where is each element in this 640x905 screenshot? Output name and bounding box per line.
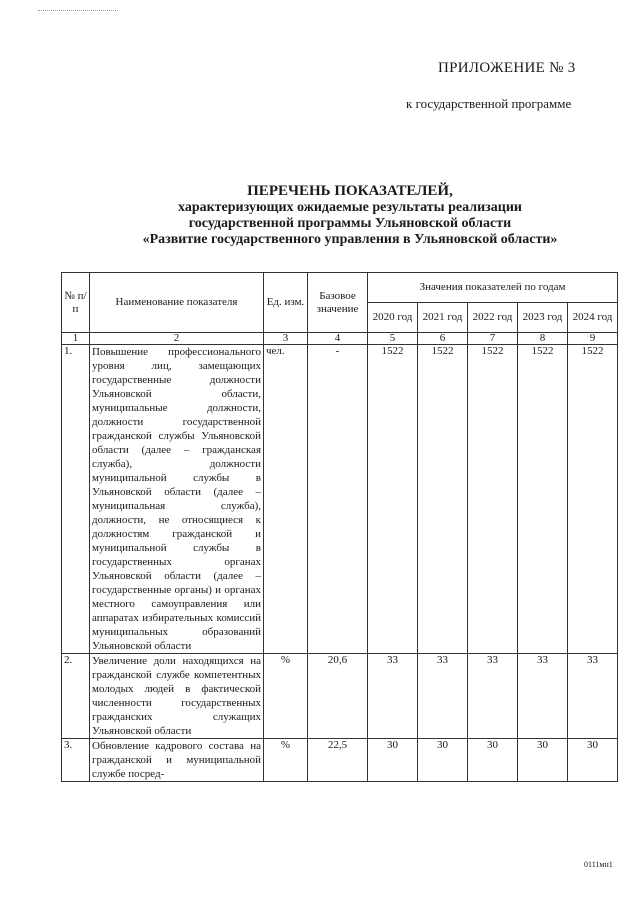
header-unit: Ед. изм.: [264, 273, 308, 333]
indicator-value: 30: [568, 739, 618, 782]
title-line-3: государственной программы Ульяновской области: [188, 216, 512, 231]
indicator-value: 33: [368, 654, 418, 739]
column-number: 5: [368, 333, 418, 345]
indicator-base: 20,6: [308, 654, 368, 739]
indicator-name: Увеличение доли находящихся на гражданской службе компетентных молодых людей в фактической численности государственных гражданских служащих Ульяновской области: [90, 654, 264, 739]
column-number: 7: [468, 333, 518, 345]
title-line-4: «Развитие государственного управления в Ульяновской области»: [142, 232, 558, 247]
indicator-unit: %: [264, 739, 308, 782]
header-year: 2022 год: [468, 303, 518, 333]
indicators-table: [61, 272, 618, 782]
appendix-subtitle: к государственной программе: [406, 96, 572, 111]
footer-code: 0111мн1: [584, 860, 613, 869]
column-number: 4: [308, 333, 368, 345]
column-number: 6: [418, 333, 468, 345]
table-row: [62, 739, 618, 782]
indicator-value: 1522: [568, 345, 618, 654]
row-number: 3.: [62, 739, 90, 782]
row-number: 2.: [62, 654, 90, 739]
indicator-value: 1522: [468, 345, 518, 654]
table-row: [62, 345, 618, 654]
indicator-value: 1522: [418, 345, 468, 654]
header-num: № п/п: [62, 273, 90, 333]
row-number: 1.: [62, 345, 90, 654]
header-year: 2021 год: [418, 303, 468, 333]
header-name: Наименование показателя: [90, 273, 264, 333]
table-row: [62, 654, 618, 739]
header-values-group: Значения показателей по годам: [368, 273, 618, 303]
header-year: 2023 год: [518, 303, 568, 333]
indicator-value: 30: [518, 739, 568, 782]
column-number: 8: [518, 333, 568, 345]
header-base: Базовое значение: [308, 273, 368, 333]
document-title: [0, 182, 640, 248]
indicator-base: 22,5: [308, 739, 368, 782]
scan-edge-mark: [38, 10, 118, 11]
column-number: 3: [264, 333, 308, 345]
indicator-unit: чел.: [264, 345, 308, 654]
indicator-value: 33: [468, 654, 518, 739]
indicator-value: 1522: [518, 345, 568, 654]
title-line-2: характеризующих ожидаемые результаты реализации: [178, 200, 522, 215]
appendix-label: ПРИЛОЖЕНИЕ № 3: [438, 60, 576, 76]
column-number: 9: [568, 333, 618, 345]
indicator-value: 1522: [368, 345, 418, 654]
indicator-base: -: [308, 345, 368, 654]
indicator-unit: %: [264, 654, 308, 739]
column-number: 1: [62, 333, 90, 345]
indicator-value: 33: [518, 654, 568, 739]
header-year: 2020 год: [368, 303, 418, 333]
indicator-value: 30: [468, 739, 518, 782]
title-line-1: ПЕРЕЧЕНЬ ПОКАЗАТЕЛЕЙ,: [247, 183, 453, 199]
header-year: 2024 год: [568, 303, 618, 333]
indicator-value: 30: [368, 739, 418, 782]
indicator-value: 33: [418, 654, 468, 739]
column-number: 2: [90, 333, 264, 345]
indicator-name: Обновление кадрового состава на гражданской и муниципальной службе посред-: [90, 739, 264, 782]
indicator-name: Повышение профессионального уровня лиц, замещающих государственные должности Ульяновской области, муниципальные должности, должности государственной гражданской службы Ульяновской области (далее – гражданская служба), должности муниципальной службы в Ульяновской области (далее – муниципальная служба), должности, не относящиеся к должностям гражданской и муниципальной службы в государственных органах Ульяновской области (далее – государственные органы) и органах местного самоуправления или аппаратах избирательных комиссий муниципальных образований Ульяновской области: [90, 345, 264, 654]
column-number-row: [62, 333, 618, 345]
indicator-value: 33: [568, 654, 618, 739]
indicator-value: 30: [418, 739, 468, 782]
